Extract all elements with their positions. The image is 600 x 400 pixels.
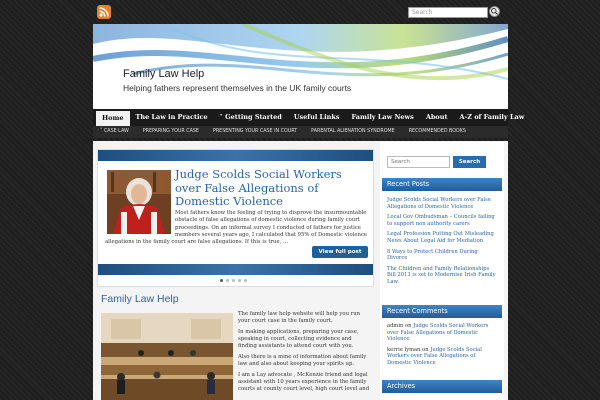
- nav-about[interactable]: About: [425, 113, 448, 121]
- slider-pagination: [220, 279, 247, 282]
- nav-law-in-practice[interactable]: The Law in Practice: [135, 113, 208, 121]
- sidebar-search-button[interactable]: Search: [453, 156, 486, 168]
- slider-bottom-bar: [98, 264, 373, 275]
- slider-top-bar: [98, 150, 373, 161]
- nav-getting-started-label: Getting Started: [225, 113, 282, 121]
- recent-comments-heading: Recent Comments: [382, 305, 502, 318]
- site-title[interactable]: Family Law Help: [123, 68, 205, 80]
- recent-post-link[interactable]: Legal Profession Putting Out Misleading News About Legal Aid for Mediation: [387, 231, 494, 244]
- subnav-preparing[interactable]: PREPARING YOUR CASE: [142, 129, 199, 134]
- site-header-banner: [93, 24, 508, 109]
- subnav-presenting[interactable]: PRESENTING YOUR CASE IN COURT: [212, 129, 298, 134]
- subnav-pas[interactable]: PARENTAL ALIENATION SYNDROME: [311, 129, 395, 134]
- slider-dot[interactable]: [238, 279, 241, 282]
- chevron-down-icon: ˅: [100, 129, 103, 134]
- featured-slider: [97, 149, 374, 287]
- comment-on: on: [422, 346, 429, 353]
- recent-comment: [387, 347, 499, 367]
- rss-icon[interactable]: [97, 5, 111, 19]
- recent-post-link[interactable]: Judge Scolds Social Workers over False Allegations of Domestic Violence: [387, 197, 491, 210]
- subnav-case-law-label: CASE LAW: [103, 129, 129, 134]
- comment-post-link[interactable]: Judge Scolds Social Workers over False Allegations of Domestic Violence: [387, 346, 482, 366]
- page-paragraph: In making applications, preparing your case, speaking in court, collecting evidence and finding assistants to attend court with you.: [238, 329, 359, 349]
- slider-dot[interactable]: [226, 279, 229, 282]
- courtroom-image: [101, 313, 233, 400]
- comment-author: admin: [387, 323, 404, 329]
- page-title: Family Law Help: [101, 293, 179, 305]
- main-nav: [93, 109, 525, 126]
- nav-a-z[interactable]: A-Z of Family Law: [459, 113, 525, 121]
- judge-image: [107, 170, 171, 234]
- recent-post-link[interactable]: The Children and Family Relationships Bill 2013 is set to Modernise Irish Family Law.: [387, 265, 496, 285]
- page-paragraph: The family law help website will help you run your court case in the family court.: [238, 311, 361, 324]
- subnav-case-law[interactable]: [93, 126, 136, 138]
- search-icon[interactable]: [489, 6, 500, 17]
- slider-dot[interactable]: [232, 279, 235, 282]
- chevron-down-icon: ˅: [219, 113, 223, 121]
- banner-waves-graphic: [93, 24, 508, 109]
- slide-excerpt-continued: allegations in the family court are false allegations. If this is true, …: [105, 239, 289, 245]
- recent-posts-list: [387, 197, 499, 290]
- page-paragraph: I am a Lay advocate , McKenzie friend and legal assistant with 10 years experience in the family courts at county court level, high court level and: [238, 372, 370, 392]
- view-full-post-button[interactable]: View full post: [312, 246, 368, 258]
- nav-useful-links[interactable]: Useful Links: [293, 113, 340, 121]
- subnav-books[interactable]: RECOMMENDED BOOKS: [408, 129, 466, 134]
- recent-post-link[interactable]: Local Gov Ombudsman – Councils failing to support non authority carers: [387, 214, 495, 227]
- comment-on: on: [405, 323, 412, 329]
- page-paragraph: Also there is a mine of information about family law and also about keeping your spirits up.: [238, 354, 367, 367]
- nav-getting-started[interactable]: [214, 109, 288, 126]
- comment-post-link[interactable]: Judge Scolds Social Workers over False Allegations of Domestic Violence: [387, 323, 489, 343]
- site-description: Helping fathers represent themselves in the UK family courts: [123, 83, 352, 93]
- slide-title-link[interactable]: Judge Scolds Social Workers over False Allegations of Domestic Violence: [175, 167, 342, 208]
- nav-family-law-news[interactable]: Family Law News: [351, 113, 414, 121]
- recent-comments-list: [387, 323, 499, 371]
- recent-posts-heading: Recent Posts: [382, 178, 502, 191]
- page-intro-text: [238, 311, 372, 397]
- slider-dot[interactable]: [244, 279, 247, 282]
- recent-post-link[interactable]: 8 Ways to Protect Children During Divorce: [387, 248, 478, 262]
- top-search-input[interactable]: Search: [408, 7, 488, 18]
- comment-author: kerrie lyman: [387, 346, 421, 353]
- slide-excerpt: Most fathers know the feeling of trying to disprove the insurmountable obstacle of false allegations of domestic violence during family court proceedings. On an informal survey I conducted of fathers for justice members several years ago, I calculated that 95% of Domestic violence: [175, 210, 367, 238]
- sub-nav: [93, 126, 508, 138]
- top-bar: [0, 0, 600, 24]
- recent-comment: [387, 323, 499, 343]
- sidebar-search-input[interactable]: Search: [387, 156, 450, 168]
- archives-heading: Archives: [382, 380, 502, 393]
- nav-home[interactable]: Home: [96, 111, 130, 126]
- slider-dot[interactable]: [220, 279, 223, 282]
